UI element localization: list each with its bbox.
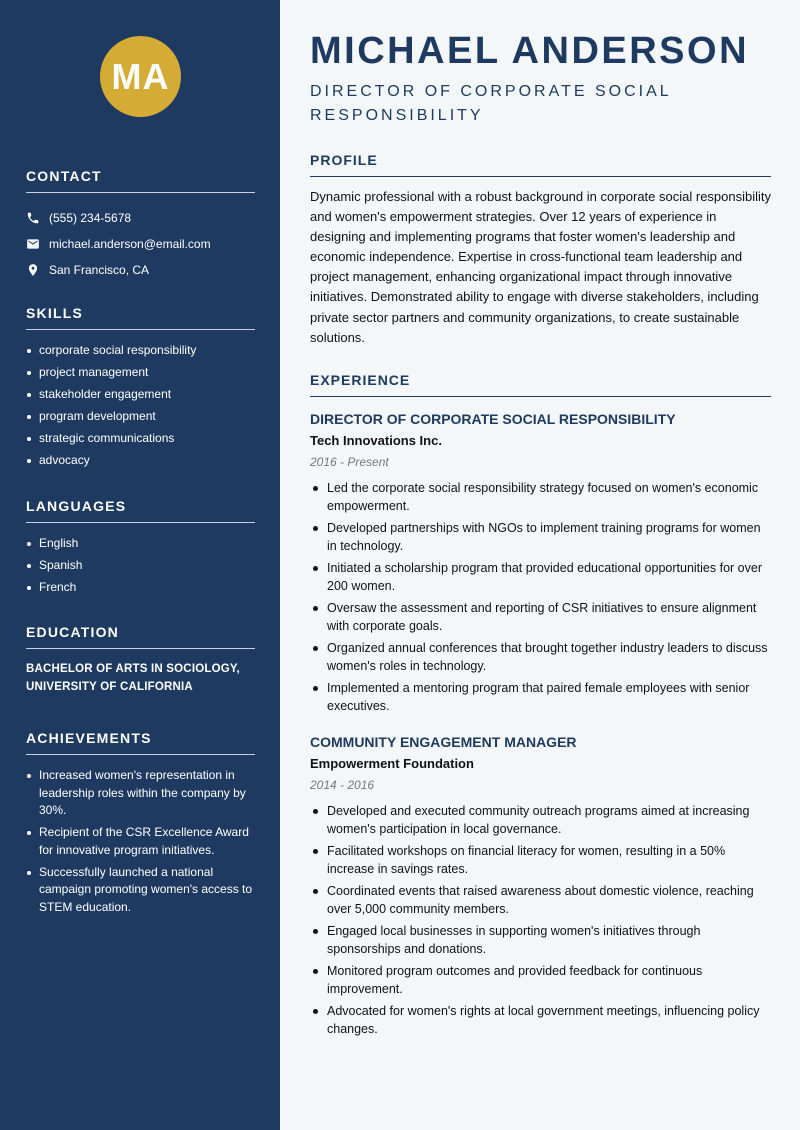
- skills-list: [26, 342, 255, 470]
- achievements-list: [26, 767, 255, 916]
- experience-heading: EXPERIENCE: [310, 372, 771, 397]
- job-bullet: Engaged local businesses in supporting women's initiatives through sponsorships and donations.: [310, 922, 771, 958]
- language-item: French: [26, 579, 255, 597]
- languages-section: [26, 498, 255, 601]
- languages-list: [26, 535, 255, 597]
- skill-item: stakeholder engagement: [26, 386, 255, 404]
- skills-heading: SKILLS: [26, 305, 255, 330]
- education-degree: BACHELOR OF ARTS IN SOCIOLOGY, UNIVERSITY OF CALIFORNIA: [26, 663, 240, 693]
- avatar-initials: MA: [111, 55, 170, 97]
- job-bullet: Organized annual conferences that brought together industry leaders to discuss women's roles in technology.: [310, 639, 771, 675]
- job-bullet: Facilitated workshops on financial literacy for women, resulting in a 50% increase in savings rates.: [310, 842, 771, 878]
- phone-icon: [26, 211, 40, 225]
- avatar: [100, 36, 181, 117]
- location-pin-icon: [26, 263, 40, 277]
- achievement-item: Successfully launched a national campaign promoting women's access to STEM education.: [26, 864, 255, 917]
- achievement-item: Increased women's representation in leadership roles within the company by 30%.: [26, 767, 255, 820]
- email-text[interactable]: michael.anderson@email.com: [49, 237, 211, 251]
- job-company: Tech Innovations Inc.: [310, 433, 442, 448]
- profile-heading: PROFILE: [310, 152, 771, 177]
- education-section: [26, 624, 255, 696]
- sidebar: [0, 0, 280, 1130]
- job-bullet: Monitored program outcomes and provided feedback for continuous improvement.: [310, 962, 771, 998]
- skill-item: corporate social responsibility: [26, 342, 255, 360]
- languages-heading: LANGUAGES: [26, 498, 255, 523]
- language-item: English: [26, 535, 255, 553]
- contact-email: [26, 231, 255, 257]
- profile-text: Dynamic professional with a robust background in corporate social responsibility and women's empowerment strategies. Over 12 years of experience in designing and implementing programs that foster women's leadership and economic independence. Expertise in cross-functional team leadership and project management, enhancing organizational impact through innovative initiatives. Demonstrated ability to engage with diverse stakeholders, including private sector partners and community organizations, to create sustainable solutions.: [310, 189, 772, 345]
- contact-heading: CONTACT: [26, 168, 255, 193]
- job-bullets: [310, 479, 771, 715]
- job-company: Empowerment Foundation: [310, 756, 474, 771]
- job-bullet: Developed partnerships with NGOs to implement training programs for women in technology.: [310, 519, 771, 555]
- job-title: DIRECTOR OF CORPORATE SOCIAL RESPONSIBILITY: [310, 411, 676, 427]
- job-bullet: Advocated for women's rights at local government meetings, influencing policy changes.: [310, 1002, 771, 1038]
- contact-location: [26, 257, 255, 283]
- job-bullet: Coordinated events that raised awareness about domestic violence, reaching over 5,000 community members.: [310, 882, 771, 918]
- job-bullet: Led the corporate social responsibility strategy focused on women's economic empowerment.: [310, 479, 771, 515]
- job-bullet: Implemented a mentoring program that paired female employees with senior executives.: [310, 679, 771, 715]
- email-icon: [26, 237, 40, 251]
- achievements-heading: ACHIEVEMENTS: [26, 730, 255, 755]
- skills-section: [26, 305, 255, 475]
- skill-item: program development: [26, 408, 255, 426]
- job-bullet: Developed and executed community outreach programs aimed at increasing women's participation in local governance.: [310, 802, 771, 838]
- achievements-section: [26, 730, 255, 921]
- language-item: Spanish: [26, 557, 255, 575]
- skill-item: advocacy: [26, 452, 255, 470]
- person-name: MICHAEL ANDERSON: [310, 30, 750, 72]
- skill-item: project management: [26, 364, 255, 382]
- phone-text[interactable]: (555) 234-5678: [49, 211, 132, 225]
- location-text: San Francisco, CA: [49, 263, 150, 277]
- job-bullets: [310, 802, 771, 1038]
- person-title: DIRECTOR OF CORPORATE SOCIAL RESPONSIBILITY: [310, 83, 672, 124]
- education-heading: EDUCATION: [26, 624, 255, 649]
- job-entry: [310, 733, 771, 1042]
- job-dates: 2014 - 2016: [310, 778, 375, 792]
- job-bullet: Initiated a scholarship program that provided educational opportunities for over 200 women.: [310, 559, 771, 595]
- job-title: COMMUNITY ENGAGEMENT MANAGER: [310, 734, 577, 750]
- contact-phone: [26, 205, 255, 231]
- job-bullet: Oversaw the assessment and reporting of CSR initiatives to ensure alignment with corporate goals.: [310, 599, 771, 635]
- contact-section: [26, 168, 255, 283]
- job-dates: 2016 - Present: [310, 455, 389, 469]
- skill-item: strategic communications: [26, 430, 255, 448]
- achievement-item: Recipient of the CSR Excellence Award for innovative program initiatives.: [26, 824, 255, 859]
- job-entry: [310, 410, 771, 719]
